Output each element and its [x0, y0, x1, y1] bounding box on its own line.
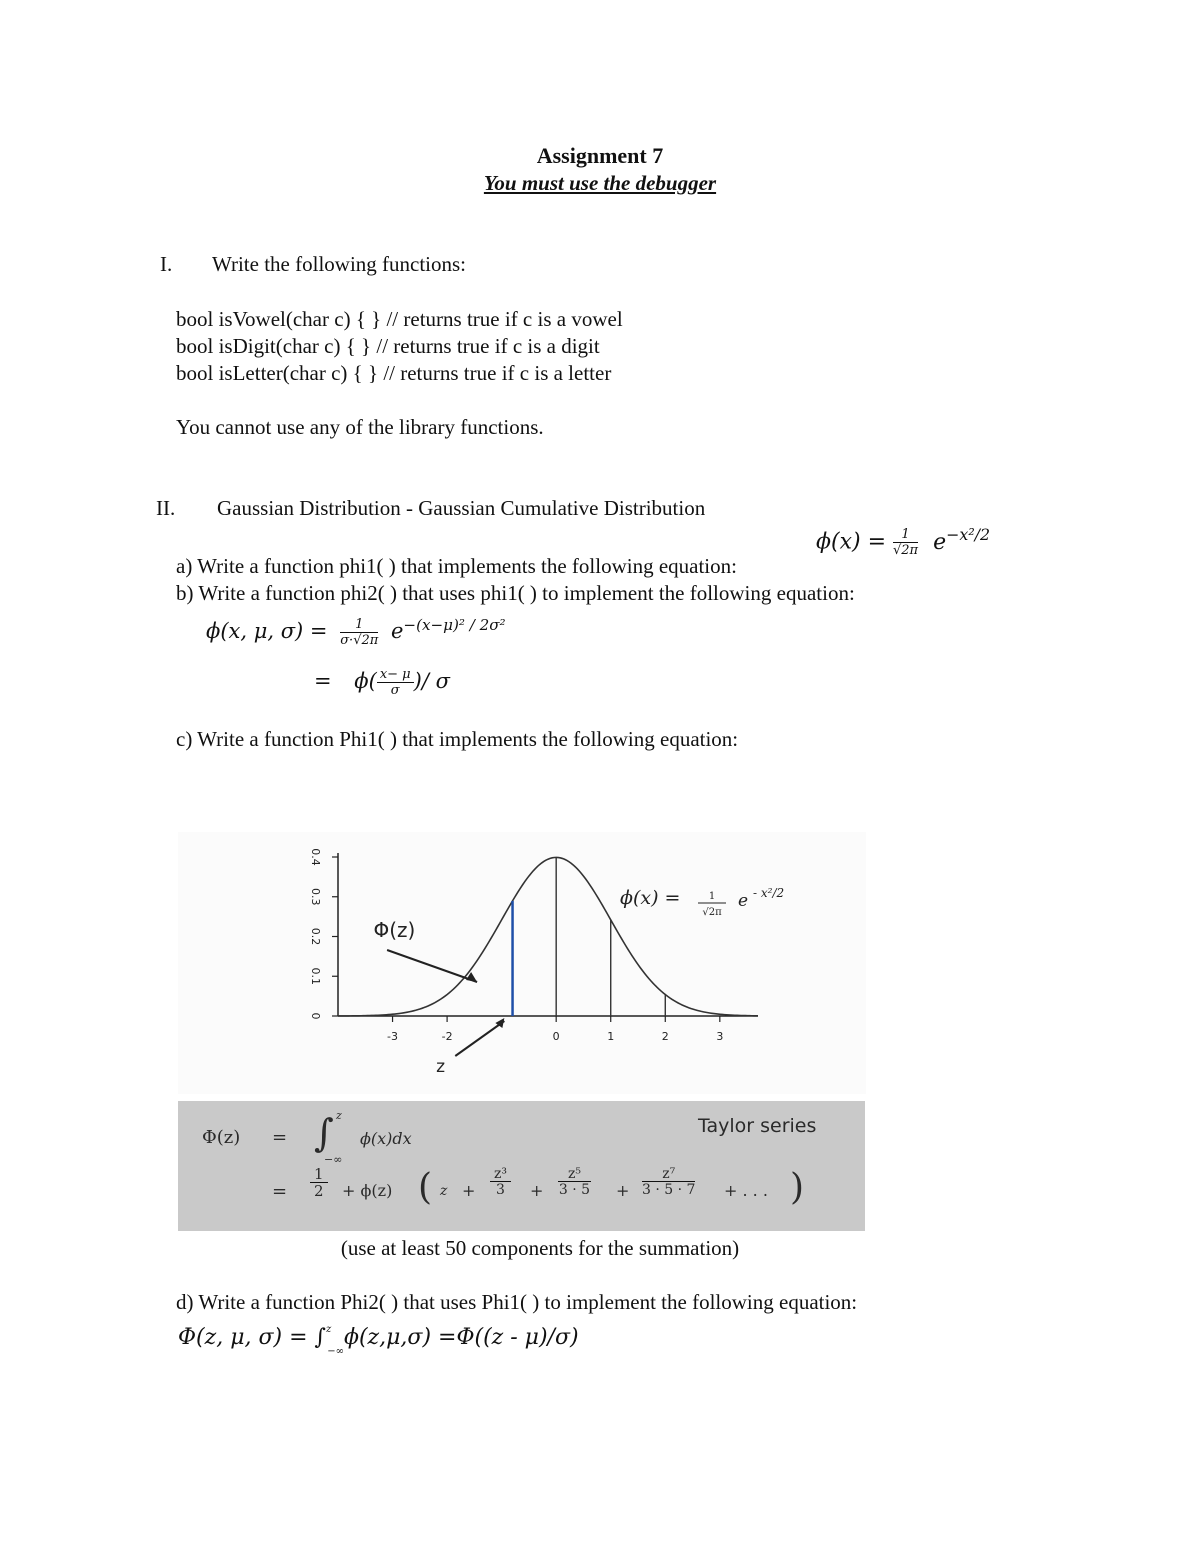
x-tick-label: 2 [661, 1030, 669, 1043]
Phi2-lower-limit: −∞ [327, 1346, 344, 1357]
section-1-numeral: I. [160, 252, 173, 276]
library-note: You cannot use any of the library functions. [176, 415, 544, 439]
phi1-equation [816, 524, 991, 558]
phi2-equation-line2 [314, 668, 450, 697]
gaussian-chart [178, 832, 866, 1094]
taylor-half-num: 1 [310, 1167, 328, 1183]
phi2-line2-fraction [377, 668, 414, 697]
phi2-denominator: σ·√2π [340, 633, 379, 648]
gaussian-chart-svg [178, 832, 866, 1094]
taylor-frac-7-num: z⁷ [642, 1167, 695, 1182]
code-line-isvowel: bool isVowel(char c) { } // returns true if c is a vowel [176, 307, 623, 331]
taylor-line1-lhs: Φ(z) [202, 1127, 241, 1148]
x-tick-label: 3 [716, 1030, 724, 1043]
y-tick-label: 0.1 [309, 967, 322, 985]
y-tick-label: 0.3 [309, 888, 322, 906]
phi1-exp-base: e [933, 529, 947, 555]
phi2-exponent: −(x−μ)² / 2σ² [403, 615, 506, 634]
chart-formula-den: √2π [702, 907, 722, 918]
taylor-plus-1: + [462, 1181, 476, 1200]
code-line-isdigit: bool isDigit(char c) { } // returns true if c is a digit [176, 334, 600, 358]
phi-z-label: Φ(z) [373, 918, 416, 942]
taylor-half-den: 2 [314, 1182, 324, 1200]
taylor-term-3 [490, 1167, 511, 1197]
phi2-numerator: 1 [340, 618, 378, 633]
taylor-plus-3: + [616, 1181, 630, 1200]
taylor-integral-sign: ∫ [314, 1111, 334, 1155]
taylor-series-box [178, 1101, 865, 1231]
section-1-heading: Write the following functions: [212, 252, 467, 276]
item-b: b) Write a function phi2( ) that uses phi1( ) to implement the following equation: [176, 581, 855, 605]
taylor-frac-7-den: 3 · 5 · 7 [642, 1182, 696, 1198]
phi1-numerator: 1 [893, 528, 918, 543]
taylor-line1-equals: = [272, 1127, 288, 1148]
taylor-plus-phi: + ϕ(z) [342, 1181, 393, 1200]
phi2-equation-line1 [206, 615, 506, 648]
Phi2-upper-limit: z [325, 1324, 332, 1335]
page-title: Assignment 7 [536, 143, 664, 168]
phi1-denominator: √2π [893, 543, 919, 558]
phi2-line2-equals: = [314, 669, 332, 693]
phi1-lhs: ϕ(x) = [816, 529, 886, 555]
taylor-line1-rhs: ϕ(x)dx [360, 1129, 412, 1148]
Phi2-rhs: ϕ(z,μ,σ) =Φ((z - μ)/σ) [343, 1325, 579, 1350]
phi2-fraction [340, 618, 378, 647]
taylor-series-label: Taylor series [698, 1115, 817, 1137]
chart-formula-exp: - x²/2 [753, 886, 785, 900]
taylor-integral-upper: z [336, 1109, 342, 1122]
phi1-fraction [893, 528, 918, 557]
Phi2-lhs: Φ(z, μ, σ) = ∫ [178, 1325, 326, 1350]
taylor-ellipsis: + . . . [724, 1181, 768, 1200]
taylor-right-paren: ) [790, 1167, 805, 1208]
chart-formula-base: e [738, 891, 749, 911]
phi2-line2-phi: ϕ( [354, 669, 377, 693]
taylor-frac-5 [558, 1167, 591, 1197]
taylor-frac-5-den: 3 · 5 [558, 1182, 591, 1198]
z-arrow [455, 1021, 504, 1056]
phi1-exponent: −x²/2 [946, 524, 991, 544]
y-tick-label: 0 [309, 1012, 322, 1020]
chart-formula-lhs: ϕ(x) = [620, 887, 681, 909]
x-tick-label: 0 [552, 1030, 560, 1043]
section-2-heading: Gaussian Distribution - Gaussian Cumulative Distribution [217, 496, 706, 520]
y-tick-label: 0.2 [309, 927, 322, 946]
taylor-integral-lower: −∞ [324, 1153, 343, 1166]
taylor-half [310, 1167, 328, 1199]
chart-formula-num: 1 [708, 891, 716, 902]
x-tick-label: -2 [441, 1030, 453, 1043]
item-d: d) Write a function Phi2( ) that uses Phi1( ) to implement the following equation: [176, 1290, 858, 1314]
x-tick-label: -3 [387, 1030, 399, 1043]
Phi2-equation [178, 1324, 579, 1357]
taylor-frac-3-den: 3 [496, 1182, 505, 1198]
taylor-plus-2: + [530, 1181, 544, 1200]
phi2-line2-numerator: x− μ [377, 668, 414, 683]
item-a: a) Write a function phi1( ) that implements the following equation: [176, 554, 737, 578]
x-tick-label: 1 [607, 1030, 615, 1043]
taylor-frac-3 [490, 1167, 511, 1197]
taylor-line2-equals: = [272, 1181, 288, 1202]
taylor-term-5 [558, 1167, 591, 1197]
taylor-frac-5-num: z⁵ [558, 1167, 591, 1182]
taylor-frac-7 [642, 1167, 695, 1197]
item-c: c) Write a function Phi1( ) that implements the following equation: [176, 727, 739, 751]
phi2-exp-base: e [390, 619, 404, 643]
z-label: z [436, 1057, 446, 1077]
taylor-half-fraction [310, 1167, 328, 1199]
phi-z-arrow [387, 950, 477, 982]
taylor-term-z: z [440, 1183, 448, 1199]
phi2-line2-tail: )/ σ [413, 669, 450, 693]
phi2-line2-denominator: σ [390, 683, 400, 698]
section-2-numeral: II. [156, 496, 176, 520]
taylor-left-paren: ( [418, 1167, 433, 1208]
taylor-frac-3-num: z³ [490, 1167, 511, 1182]
summation-note: (use at least 50 components for the summation) [340, 1236, 740, 1260]
phi2-lhs: ϕ(x, μ, σ) = [206, 619, 328, 643]
code-line-isletter: bool isLetter(char c) { } // returns true if c is a letter [176, 361, 612, 385]
y-tick-label: 0.4 [309, 848, 322, 866]
taylor-term-7 [642, 1167, 695, 1197]
page-subtitle: You must use the debugger [483, 171, 717, 195]
